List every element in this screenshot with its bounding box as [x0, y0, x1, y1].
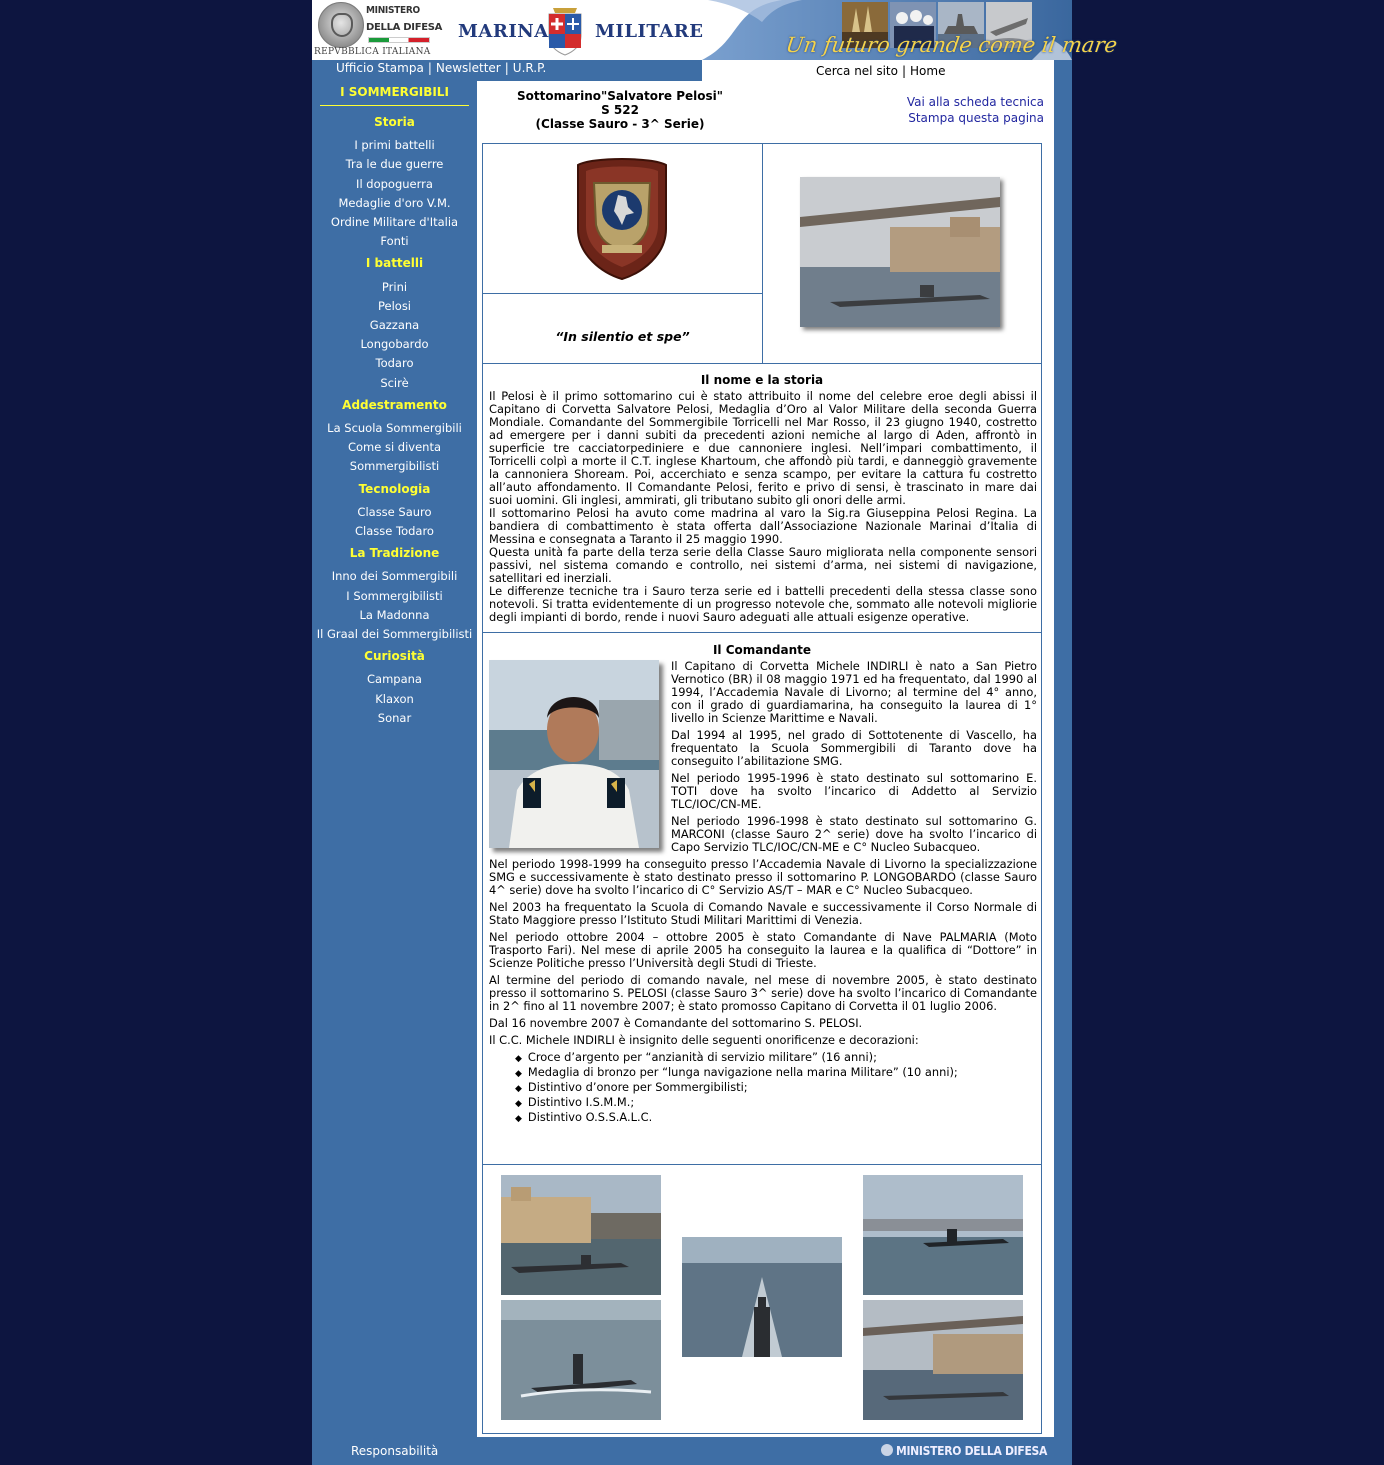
footer-ministry-logo[interactable]: MINISTERO DELLA DIFESA — [896, 1444, 1048, 1458]
ministry-line1: MINISTERO — [366, 5, 420, 16]
cerca-nel-sito-link[interactable]: Cerca nel sito — [816, 64, 898, 78]
commander-paragraph: Il Capitano di Corvetta Michele INDIRLI è nato a San Pietro Vernotico (BR) il 08 maggio 1971 ed ha frequentato, dal 1990 al 1994, l’Accademia Navale di Livorno; al termine del 4° anno, con il grado di guardiamarina, ha conseguito la laurea di 1° livello in Scienze Marittime e Navali. — [671, 659, 1037, 725]
ship-motto: “In silentio et spe” — [555, 329, 690, 344]
top-nav-links — [336, 61, 546, 75]
list-item: ◆ Distintivo I.S.M.M.; — [529, 1096, 1037, 1111]
sidebar-item-madonna[interactable]: La Madonna — [359, 608, 430, 622]
sidebar-item-primi-battelli[interactable]: I primi battelli — [354, 138, 435, 152]
history-paragraph: Le differenze tecniche tra i Sauro terza serie ed i battelli precedenti della stessa classe sono notevoli. Si tratta evidentemente di un progresso notevole che, sommato alle notevoli migliorie degli impianti di bordo, rende i nuovi Sauro adeguati alle attuali esigenze operative. — [489, 584, 1037, 624]
gallery-photo-submarine-port[interactable] — [863, 1175, 1023, 1295]
history-paragraph: Il sottomarino Pelosi ha avuto come madrina al varo la Sig.ra Giuseppina Pelosi Regina. La bandiera di combattimento è stata offerta dall’Associazione Nazionale Marinai d’Italia di Messina e consegnata a Taranto il 25 maggio 1990. — [489, 506, 1037, 546]
tech-sheet-link[interactable]: Vai alla scheda tecnica — [906, 95, 1044, 109]
commander-paragraph: Nel periodo 1996-1998 è stato destinato sul sottomarino G. MARCONI (classe Sauro 2^ serie) dove ha svolto l’incarico di Capo Servizio TLC/IOC/CN-ME e C° Nucleo Subacqueo. — [671, 814, 1037, 854]
sidebar-item-gazzana[interactable]: Gazzana — [369, 318, 420, 332]
ship-crest-shield-image — [572, 155, 672, 281]
portrait-float-spacer — [489, 660, 671, 857]
commander-paragraph: Nel periodo 1998-1999 ha conseguito presso l’Accademia Navale di Livorno la specializzazione SMG e successivamente è stato destinato presso il sottomarino P. LONGOBARDO (classe Sauro 4^ serie) dove ha svolto l’incarico di C° Servizio AS/T – MAR e C° Nucleo Subacqueo. — [489, 857, 1037, 897]
nav-separator: | — [504, 61, 509, 75]
site-header — [312, 0, 1119, 60]
commander-section — [482, 632, 1042, 1166]
sidebar-divider — [320, 105, 469, 106]
history-heading: Il nome e la storia — [700, 373, 824, 387]
list-item: ◆ Croce d’argento per “anzianità di servizio militare” (16 anni); — [529, 1051, 1037, 1066]
sidebar — [312, 81, 477, 741]
republic-emblem-icon — [318, 2, 364, 48]
nav-separator: | — [427, 61, 432, 75]
sidebar-item-due-guerre[interactable]: Tra le due guerre — [345, 157, 444, 171]
sidebar-item-sommergibilisti[interactable]: Sommergibilisti — [349, 459, 440, 473]
history-paragraph: Il Pelosi è il primo sottomarino cui è stato attribuito il nome del celebre eroe degli abissi il Capitano di Corvetta Salvatore Pelosi, Medaglia d’Oro al Valor Militare della seconda Guerra Mondiale. Comandante del Sommergibile Torricelli nel Mar Rosso, il 23 giugno 1940, costretto ad emergere per i danni subiti da precedenti azioni nemiche al largo di Aden, affrontò in superficie tre cacciatorpediniere e due cannoniere inglesi. Nell’impari combattimento, il Torricelli colpì a morte il C.T. inglese Khartoum, che affondò più tardi, e danneggiò gravemente la cannoniera Shoream. Poi, accerchiato e senza scampo, per evitare la cattura fu costretto all’auto affondamento. Il Comandante Pelosi, ferito e privo di sensi, è trascinato in mare dai suoi uomini. Gli inglesi, ammirati, gli tributano subito gli onori delle armi. — [489, 389, 1037, 507]
history-paragraph: Questa unità fa parte della terza serie della Classe Sauro migliorata nella componente sensori passivi, nel sistema comando e controllo, nei sistemi d’arma, nei sistemi di navigazione, satellitari ed inerziali. — [489, 545, 1037, 585]
sidebar-item-pelosi[interactable]: Pelosi — [377, 299, 412, 313]
title-pennant: S 522 — [601, 103, 639, 117]
utility-links — [816, 64, 945, 78]
gallery-photo-submarine-sea[interactable] — [501, 1300, 661, 1420]
home-link[interactable]: Home — [910, 64, 946, 78]
italian-flag-bar — [368, 37, 430, 43]
sidebar-item-classe-sauro[interactable]: Classe Sauro — [357, 505, 432, 519]
sidebar-item-inno[interactable]: Inno dei Sommergibili — [331, 569, 458, 583]
sidebar-heading-addestramento[interactable]: Addestramento — [342, 398, 447, 412]
crest-photo-table — [482, 143, 1042, 365]
history-section — [482, 363, 1042, 634]
table-divider — [762, 144, 763, 364]
print-page-link[interactable]: Stampa questa pagina — [908, 111, 1044, 125]
commander-paragraph: Dal 1994 al 1995, nel grado di Sottotenente di Vascello, ha frequentato la Scuola Sommergibili di Taranto dove ha conseguito l’abilitazione SMG. — [671, 728, 1037, 768]
sidebar-item-scuola-sommergibili[interactable]: La Scuola Sommergibili — [327, 421, 462, 435]
sidebar-heading-tradizione[interactable]: La Tradizione — [349, 546, 440, 560]
sidebar-item-scire[interactable]: Scirè — [380, 376, 409, 390]
commander-paragraph: Al termine del periodo di comando navale, nel mese di novembre 2005, è stato destinato presso il sottomarino S. PELOSI (classe Sauro 3^ serie) dove ha svolto l’incarico di Comandante in 2^ fino al 11 novembre 2007; è stato promosso Capitano di Corvetta il 01 luglio 2006. — [489, 973, 1037, 1013]
list-item: ◆ Distintivo O.S.S.A.L.C. — [529, 1111, 1037, 1126]
page-title — [507, 89, 733, 131]
nav-separator: | — [901, 64, 907, 78]
ufficio-stampa-link[interactable]: Ufficio Stampa — [336, 61, 424, 75]
commander-paragraph: Nel periodo 1995-1996 è stato destinato sul sottomarino E. TOTI dove ha svolto l’incarico di Addetto al Servizio TLC/IOC/CN-ME. — [671, 771, 1037, 811]
table-divider — [483, 293, 762, 294]
sidebar-item-graal[interactable]: Il Graal dei Sommergibilisti — [316, 627, 473, 641]
gallery-photo-castle-submarine[interactable] — [501, 1175, 661, 1295]
sidebar-item-dopoguerra[interactable]: Il dopoguerra — [356, 177, 433, 191]
urp-link[interactable]: U.R.P. — [512, 61, 547, 75]
title-ship-name: Sottomarino"Salvatore Pelosi" — [516, 89, 724, 103]
sidebar-item-klaxon[interactable]: Klaxon — [375, 692, 414, 706]
commander-paragraph: Nel 2003 ha frequentato la Scuola di Comando Navale e successivamente il Corso Normale di Stato Maggiore presso l’Istituto Studi Militari Marittimi di Venezia. — [489, 900, 1037, 927]
commander-paragraph: Dal 16 novembre 2007 è Comandante del sottomarino S. PELOSI. — [489, 1016, 863, 1030]
sidebar-item-i-sommergibilisti[interactable]: I Sommergibilisti — [346, 589, 443, 603]
sidebar-heading-battelli[interactable]: I battelli — [365, 256, 424, 270]
sidebar-item-longobardo[interactable]: Longobardo — [360, 337, 429, 351]
photo-gallery — [482, 1164, 1042, 1434]
list-item: ◆ Distintivo d’onore per Sommergibilisti; — [529, 1081, 1037, 1096]
newsletter-link[interactable]: Newsletter — [435, 61, 501, 75]
gallery-photo-submarine-wake[interactable] — [682, 1237, 842, 1357]
navy-crest-icon — [545, 4, 585, 56]
sidebar-item-todaro[interactable]: Todaro — [375, 356, 414, 370]
sidebar-item-ordine-militare[interactable]: Ordine Militare d'Italia — [330, 215, 459, 229]
marina-wordmark: MARINA — [458, 21, 549, 42]
main-content — [477, 81, 1054, 1437]
title-class: (Classe Sauro - 3^ Serie) — [535, 117, 705, 131]
commander-paragraph: Nel periodo ottobre 2004 – ottobre 2005 è stato Comandante di Nave PALMARIA (Moto Trasporto Fari). Nel mese di aprile 2005 ha conseguito la laurea e la qualifica di “Dottore” in Scienze Politiche presso l’Università degli Studi di Trieste. — [489, 930, 1037, 970]
responsabilita-link[interactable]: Responsabilità — [351, 1444, 439, 1458]
sidebar-item-classe-todaro[interactable]: Classe Todaro — [355, 524, 434, 538]
gallery-photo-swing-bridge[interactable] — [863, 1300, 1023, 1420]
submarine-at-swing-bridge-photo — [800, 177, 1005, 332]
sidebar-item-fonti[interactable]: Fonti — [380, 234, 409, 248]
sidebar-item-campana[interactable]: Campana — [367, 672, 422, 686]
ministry-line2: DELLA DIFESA — [366, 22, 443, 33]
list-item: ◆ Medaglia di bronzo per “lunga navigazione nella marina Militare” (10 anni); — [529, 1066, 1037, 1081]
sidebar-heading-storia[interactable]: Storia — [374, 115, 415, 129]
commander-paragraph: Il C.C. Michele INDIRLI è insignito delle seguenti onorificenze e decorazioni: — [489, 1033, 919, 1047]
sidebar-item-prini[interactable]: Prini — [381, 280, 408, 294]
sidebar-item-come-si-diventa[interactable]: Come si diventa — [347, 440, 442, 454]
sidebar-heading-curiosita[interactable]: Curiosità — [364, 649, 425, 663]
sidebar-item-medaglie-oro[interactable]: Medaglie d'oro V.M. — [338, 196, 451, 210]
ministry-seal-icon — [881, 1444, 893, 1456]
sidebar-title[interactable]: I SOMMERGIBILI — [340, 85, 449, 99]
repubblica-label: REPVBBLICA ITALIANA — [314, 47, 431, 57]
page-frame — [312, 0, 1119, 1465]
militare-wordmark: MILITARE — [595, 21, 704, 42]
sidebar-item-sonar[interactable]: Sonar — [377, 711, 412, 725]
header-slogan: Un futuro grande come il mare — [784, 33, 1119, 57]
commander-heading: Il Comandante — [712, 643, 812, 657]
sidebar-heading-tecnologia[interactable]: Tecnologia — [358, 482, 431, 496]
decorations-list — [489, 1051, 1037, 1126]
